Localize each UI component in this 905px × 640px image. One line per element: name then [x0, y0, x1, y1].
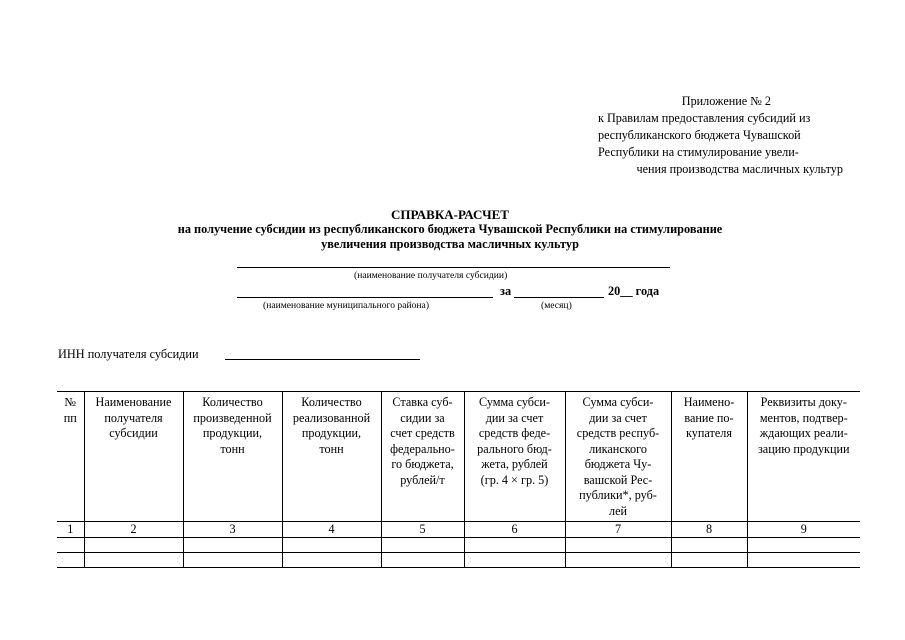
header-col-3: Количество произведенной продукции, тонн	[183, 392, 282, 522]
header-col-8: Наимено- вание по- купателя	[671, 392, 747, 522]
column-number: 2	[84, 522, 183, 538]
table-cell[interactable]	[747, 538, 860, 553]
table-cell[interactable]	[747, 553, 860, 568]
appendix-line: Республики на стимулирование увели-	[598, 145, 799, 159]
inn-line[interactable]	[225, 359, 420, 360]
month-caption: (месяц)	[541, 300, 572, 311]
table-cell[interactable]	[464, 553, 565, 568]
title-line: увеличения производства масличных культур	[321, 237, 579, 251]
header-col-5: Ставка суб- сидии за счет средств федерально- го бюджета, рублей/т	[381, 392, 464, 522]
table-cell[interactable]	[183, 553, 282, 568]
table-cell[interactable]	[84, 538, 183, 553]
appendix-line: республиканского бюджета Чувашской	[598, 128, 801, 142]
table-cell[interactable]	[57, 538, 84, 553]
table-cell[interactable]	[57, 553, 84, 568]
appendix-number: Приложение № 2	[681, 94, 771, 108]
table-cell[interactable]	[464, 538, 565, 553]
table-row	[57, 553, 860, 568]
table-cell[interactable]	[282, 553, 381, 568]
header-col-4: Количество реализованной продукции, тонн	[282, 392, 381, 522]
table-cell[interactable]	[671, 553, 747, 568]
column-number: 7	[565, 522, 671, 538]
table-cell[interactable]	[565, 553, 671, 568]
table-cell[interactable]	[183, 538, 282, 553]
header-col-7: Сумма субси- дии за счет средств респуб- ликанского бюджета Чу- вашской Рес- публики*, руб- лей	[565, 392, 671, 522]
column-number: 9	[747, 522, 860, 538]
header-col-9: Реквизиты доку- ментов, подтвер- ждающих реали- зацию продукции	[747, 392, 860, 522]
column-number-row	[57, 522, 860, 538]
appendix-line: к Правилам предоставления субсидий из	[598, 111, 811, 125]
district-caption: (наименование муниципального района)	[263, 300, 430, 311]
column-number: 6	[464, 522, 565, 538]
header-col-6: Сумма субси- дии за счет средств феде- рального бюд- жета, рублей (гр. 4 × гр. 5)	[464, 392, 565, 522]
header-col-2: Наименование получателя субсидии	[84, 392, 183, 522]
title-main: СПРАВКА-РАСЧЕТ	[391, 207, 509, 222]
year-label: 20__ года	[608, 284, 660, 298]
table-cell[interactable]	[671, 538, 747, 553]
subsidy-table	[57, 391, 860, 568]
table-cell[interactable]	[381, 553, 464, 568]
appendix-block	[598, 93, 843, 178]
column-number: 4	[282, 522, 381, 538]
table-row	[57, 538, 860, 553]
appendix-line: чения производства масличных культур	[636, 162, 843, 176]
table-cell[interactable]	[381, 538, 464, 553]
district-line[interactable]	[237, 297, 493, 298]
table-cell[interactable]	[565, 538, 671, 553]
header-col-1: № пп	[57, 392, 84, 522]
column-number: 5	[381, 522, 464, 538]
inn-label: ИНН получателя субсидии	[58, 347, 199, 361]
recipient-name-line[interactable]	[237, 267, 670, 268]
document-title	[100, 207, 800, 252]
column-number: 3	[183, 522, 282, 538]
column-number: 8	[671, 522, 747, 538]
table-cell[interactable]	[84, 553, 183, 568]
month-line[interactable]	[514, 297, 604, 298]
table-cell[interactable]	[282, 538, 381, 553]
title-line: на получение субсидии из республиканского бюджета Чувашской Республики на стимулирование	[177, 222, 723, 236]
recipient-caption: (наименование получателя субсидии)	[354, 270, 508, 281]
for-label: за	[500, 284, 512, 298]
column-number: 1	[57, 522, 84, 538]
